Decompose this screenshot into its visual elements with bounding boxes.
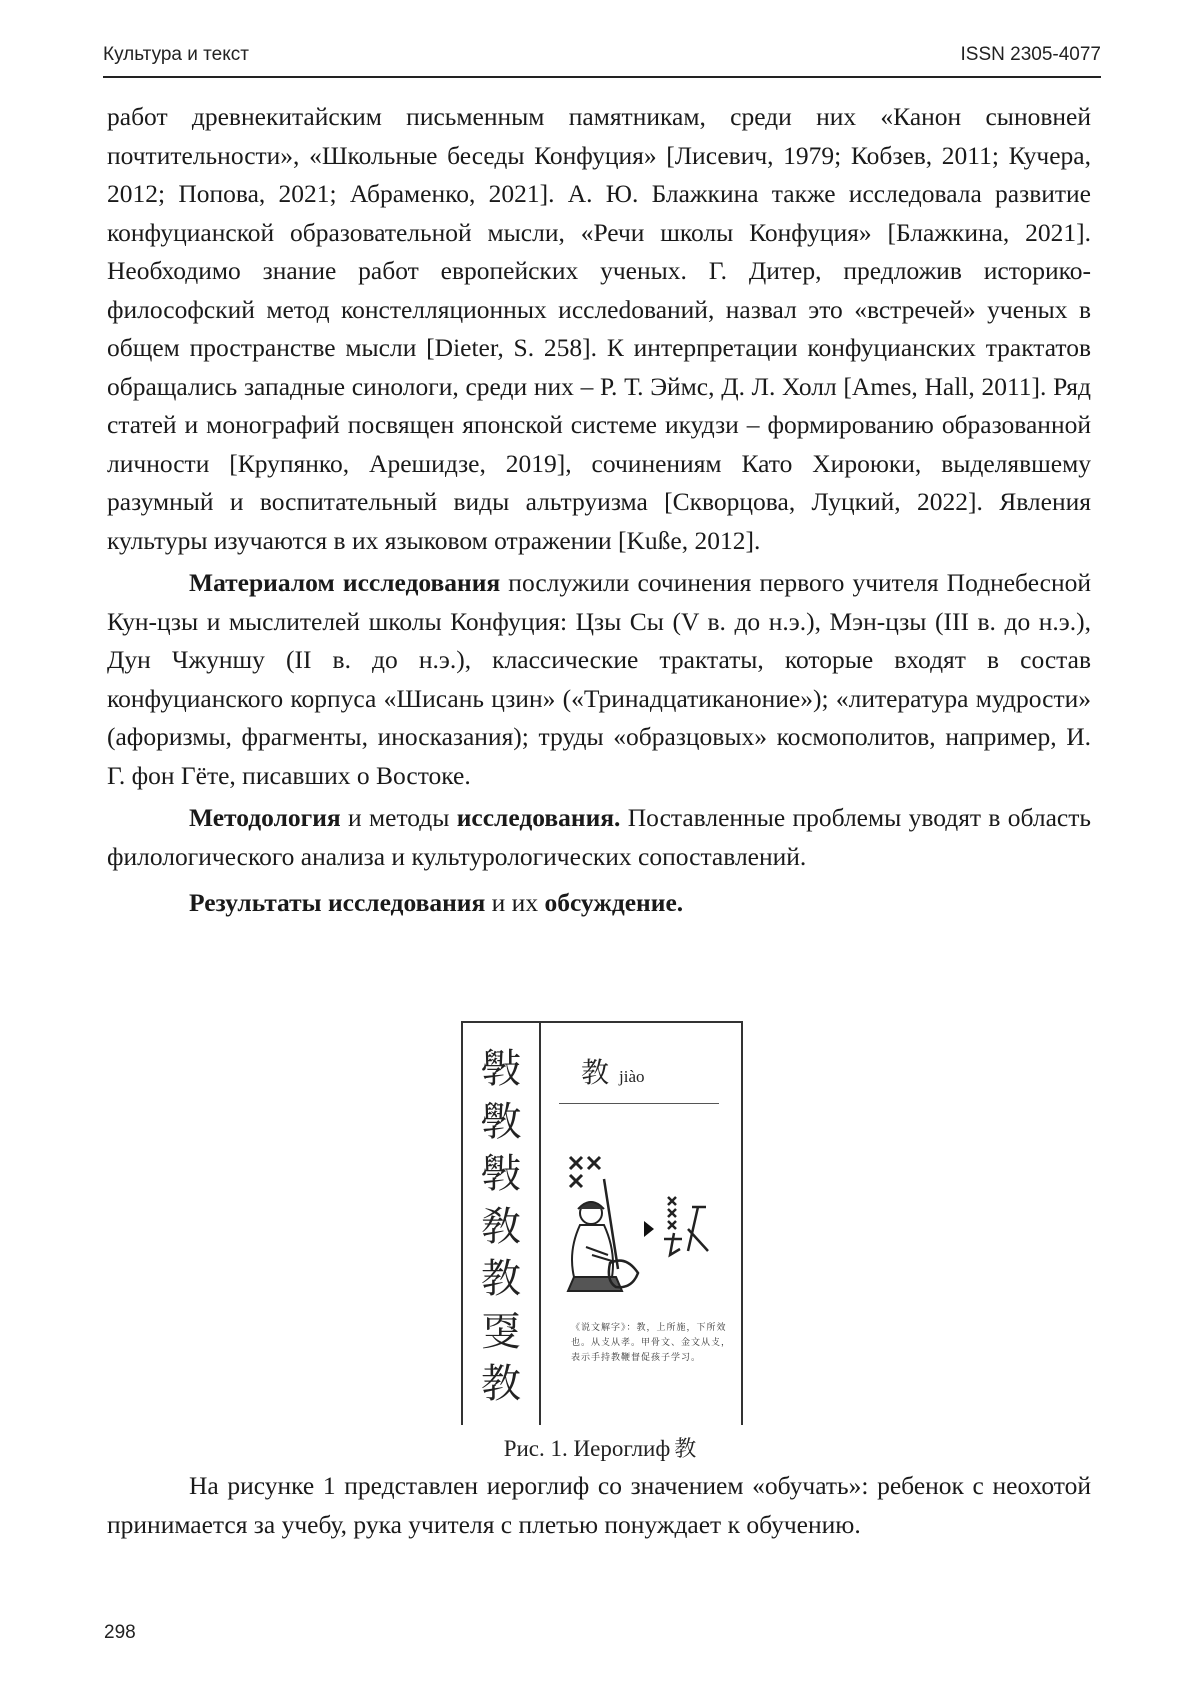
paragraph-figure-description: На рисунке 1 представлен иероглиф со значением «обучать»: ребенок с неохотой принимается за учебу, рука учителя с плетью понуждает к обучению.	[107, 1471, 1091, 1539]
article-body-continued	[107, 1467, 1091, 1544]
paragraph-results	[107, 884, 1091, 923]
figure-heading	[581, 1051, 645, 1091]
figure-chinese-note: 《说文解字》：教，上所施，下所效也。从攴从孝。甲骨文、金文从攴，表示手持教鞭督促孩子学习。	[571, 1323, 732, 1363]
xiao-marks-right	[664, 1197, 708, 1255]
heading-methodology: Методология	[189, 803, 341, 832]
glyph-form-2: 斆	[481, 1098, 521, 1145]
teacher-child-illustration	[556, 1151, 736, 1311]
paragraph-literature-review: работ древнекитайским письменным памятникам, среди них «Канон сыновней почтительности», «Школьные беседы Конфуция» [Лисевич, 1979; Кобзев, 2011; Кучера, 2012; Попова, 2021; Абраменко, 2021]. А. Ю. Блажкина также исследовала развитие конфуцианской образовательной мысли, «Речи школы Конфуция» [Блажкина, 2021]. Необходимо знание работ европейских ученых. Г. Дитер, предложив историко-философский метод констелляционных исслеdований, назвал это «встречей» ученых в общем пространстве мысли [Dieter, S. 258]. К интерпретации конфуцианских трактатов обращались западные синологи, среди них – Р. Т. Эймс, Д. Л. Холл [Ames, Hall, 2011]. Ряд статей и монографий посвящен японской системе икудзи – формированию образованной личности [Крупянко, Арешидзе, 2019], сочинениям Като Хироюки, выделявшему разумный и воспитательный виды альтруизма [Скворцова, Луцкий, 2022]. Явления культуры изучаются в их языковом отражении [Kuße, 2012].	[107, 102, 1091, 555]
material-text: послужили сочинения первого учителя Поднебесной Кун-цзы и мыслителей школы Конфуция: Цзы Сы (V в. до н.э.), Мэн-цзы (III в. до н.э.), Дун Чжуншу (II в. до н.э.), классические трактаты, которые входят в состав конфуцианского корпуса «Шисань цзин» («Тринадцатиканоние»); «литература мудрости» (афоризмы, фрагменты, иносказания); труды «образцовых» космополитов, например, И. Г. фон Гёте, писавших о Востоке.	[107, 568, 1092, 790]
journal-title: Культура и текст	[103, 44, 249, 65]
glyph-form-1: 斅	[481, 1046, 521, 1092]
heading-glyph: 教	[581, 1056, 610, 1089]
glyph-form-4: 敎	[481, 1203, 521, 1250]
figure-divider	[539, 1021, 541, 1425]
caption-glyph: 教	[674, 1437, 697, 1462]
heading-material: Материалом исследования	[189, 568, 501, 597]
heading-underline	[559, 1103, 719, 1104]
heading-pinyin: jiào	[619, 1067, 645, 1086]
figure-caption	[0, 1432, 1200, 1463]
glyph-form-6: 㪅	[481, 1308, 521, 1355]
figure-1	[461, 1021, 743, 1425]
methodology-text: Поставленные проблемы уводят в область филологического анализа и культурологических сопоставлений.	[107, 803, 1091, 871]
glyph-form-7: 教	[481, 1361, 521, 1407]
heading-methods: исследования.	[456, 803, 621, 832]
results-connector: и их	[485, 888, 545, 917]
paragraph-material	[107, 564, 1091, 795]
caption-text: Рис. 1. Иероглиф	[503, 1436, 671, 1461]
teacher-hand-with-rod	[604, 1179, 638, 1287]
glyph-evolution-column	[471, 1043, 531, 1411]
heading-discussion: обсуждение.	[544, 888, 684, 917]
methodology-connector: и методы	[340, 803, 457, 832]
heading-results: Результаты исследования	[189, 888, 486, 917]
running-header	[103, 44, 1101, 66]
glyph-form-5: 教	[481, 1256, 521, 1302]
header-rule	[103, 76, 1101, 78]
xiao-marks-left	[570, 1157, 600, 1187]
issn: ISSN 2305-4077	[960, 44, 1101, 65]
glyph-form-3: 斅	[481, 1151, 521, 1197]
paragraph-methodology	[107, 799, 1091, 876]
article-body	[107, 98, 1091, 923]
arrow-icon	[644, 1221, 654, 1237]
page-number: 298	[104, 1622, 136, 1643]
